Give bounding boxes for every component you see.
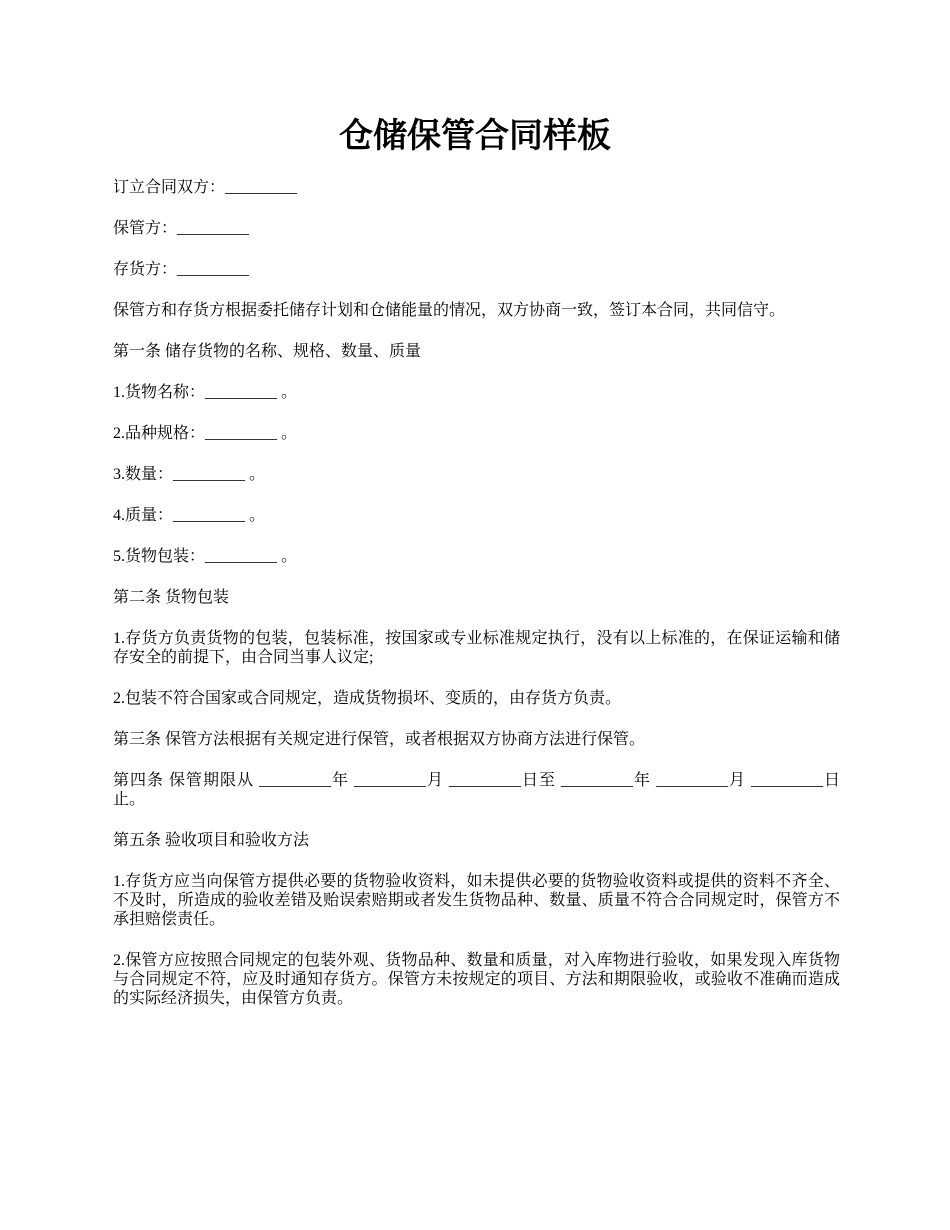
article-1-item-5: 5.货物包装：_________ 。: [113, 548, 298, 565]
article-1-item-1: 1.货物名称：_________ 。: [113, 384, 298, 401]
article-1-item-4: 4.质量：_________ 。: [113, 507, 266, 524]
document-title: 仓储保管合同样板: [339, 116, 611, 156]
custodian-line: 保管方：_________: [113, 220, 250, 237]
article-4-paragraph: 第四条 保管期限从 _________年 _________月 _________日至 _________年 _________月 _________日止。: [113, 772, 840, 808]
article-5-heading: 第五条 验收项目和验收方法: [113, 832, 310, 849]
article-1-item-2: 2.品种规格：_________ 。: [113, 425, 298, 442]
article-3-paragraph: 第三条 保管方法根据有关规定进行保管，或者根据双方协商方法进行保管。: [113, 731, 646, 748]
preamble-paragraph: 保管方和存货方根据委托储存计划和仓储能量的情况，双方协商一致，签订本合同，共同信守。: [113, 302, 786, 319]
depositor-line: 存货方：_________: [113, 261, 250, 278]
article-5-item-1: 1.存货方应当向保管方提供必要的货物验收资料，如未提供必要的货物验收资料或提供的资料不齐全、不及时，所造成的验收差错及贻误索赔期或者发生货物品种、数量、质量不符合合同规定时，保管方不承担赔偿责任。: [113, 873, 840, 928]
document-body: [113, 178, 840, 1030]
article-1-item-3: 3.数量：_________ 。: [113, 466, 266, 483]
article-1-heading: 第一条 储存货物的名称、规格、数量、质量: [113, 343, 422, 360]
article-2-heading: 第二条 货物包装: [113, 589, 230, 606]
article-5-item-2: 2.保管方应按照合同规定的包装外观、货物品种、数量和质量，对入库物进行验收，如果发现入库货物与合同规定不符，应及时通知存货方。保管方未按规定的项目、方法和期限验收，或验收不准确而造成的实际经济损失，由保管方负责。: [113, 952, 840, 1007]
article-2-item-2: 2.包装不符合国家或合同规定，造成货物损坏、变质的，由存货方负责。: [113, 690, 622, 707]
article-2-item-1: 1.存货方负责货物的包装，包装标准，按国家或专业标准规定执行，没有以上标准的，在保证运输和储存安全的前提下，由合同当事人议定;: [113, 630, 840, 666]
parties-line: 订立合同双方：_________: [113, 179, 298, 196]
